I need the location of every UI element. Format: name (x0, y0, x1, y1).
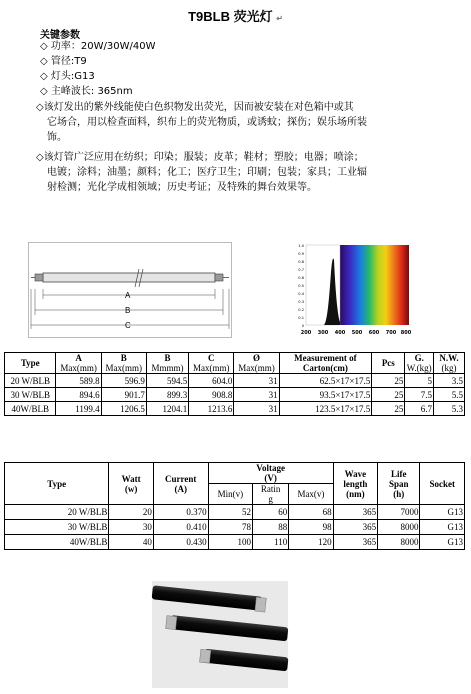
cell: 31 (234, 402, 279, 416)
col-header-c: C Max(mm) (189, 353, 234, 374)
cell: G13 (420, 520, 465, 535)
col-header-socket: Socket (420, 463, 465, 505)
dimension-label-b: B (125, 306, 131, 315)
col-header-max: Max(v) (289, 484, 333, 505)
cell: 40W/BLB (5, 402, 56, 416)
col-header-gw: G. W.(kg) (406, 353, 432, 373)
cell: 123.5×17×17.5 (279, 402, 372, 416)
cell: 1213.6 (189, 402, 234, 416)
col-header-type: Type (5, 463, 109, 505)
cell: 25 (372, 402, 405, 416)
col-header-carton: Measurement of Carton(cm) (279, 353, 372, 374)
cell: G13 (420, 505, 465, 520)
cell: 3.5 (434, 374, 465, 388)
section-heading: 关键参数 (40, 30, 80, 41)
y-tick-label: 0.3 (298, 300, 304, 304)
cell: 1206.5 (101, 402, 146, 416)
cell: 31 (234, 374, 279, 388)
cell: 8000 (378, 535, 420, 550)
col-header-wavelength: Wave length (nm) (333, 463, 377, 505)
y-tick-label: 0.9 (298, 252, 304, 256)
col-header-life-span: Life Span (h) (378, 463, 420, 505)
col-header-diameter: Ø Max(mm) (234, 353, 279, 374)
table-row (5, 505, 465, 520)
tube-diagram-svg (29, 243, 231, 337)
cell: 365 (333, 520, 377, 535)
tube-dimension-diagram (28, 242, 232, 338)
cell: 30 W/BLB (5, 520, 109, 535)
tube-cap-right (215, 274, 223, 281)
cell: 7.5 (405, 388, 434, 402)
spectrum-svg (292, 242, 412, 337)
cell: 7000 (378, 505, 420, 520)
x-tick-label: 800 (400, 330, 412, 336)
dimensions-table (4, 352, 465, 416)
cell: 594.5 (146, 374, 188, 388)
y-tick-label: 0.1 (298, 316, 304, 320)
col-header-b-min: B Mmmm) (146, 353, 188, 374)
cell: 25 (372, 388, 405, 402)
spec-item: ◇ 功率：20W/30W/40W (40, 41, 156, 52)
cell: G13 (420, 535, 465, 550)
cell: 30 W/BLB (5, 388, 56, 402)
spec-item: ◇ 灯头:G13 (40, 71, 95, 82)
tube-cap-left (35, 274, 43, 281)
tube-body (43, 273, 215, 282)
y-tick-label: 0.6 (298, 276, 304, 280)
cell: 1204.1 (146, 402, 188, 416)
cell: 93.5×17×17.5 (279, 388, 372, 402)
cell: 20 (109, 505, 153, 520)
y-tick-label: 0.8 (298, 260, 304, 264)
cell: 589.8 (56, 374, 101, 388)
x-tick-label: 600 (368, 330, 380, 336)
col-header-watt: Watt (w) (109, 463, 153, 505)
cell: 5 (405, 374, 434, 388)
y-tick-label: 0.5 (298, 284, 304, 288)
col-header-type: Type (5, 353, 56, 374)
product-photo (152, 581, 288, 688)
table-header-row (5, 353, 465, 374)
cell: 98 (289, 520, 333, 535)
cell: 604.0 (189, 374, 234, 388)
cell: 30 (109, 520, 153, 535)
cell: 365 (333, 505, 377, 520)
cell: 110 (253, 535, 289, 550)
x-tick-label: 200 (300, 330, 312, 336)
y-tick-label: 1.0 (298, 244, 304, 248)
y-tick-label: 0.7 (298, 268, 304, 272)
cell: 52 (208, 505, 252, 520)
cell: 78 (208, 520, 252, 535)
col-header-nw: N.W. (kg) (434, 353, 465, 374)
col-header-current: Current (A) (153, 463, 208, 505)
col-header-min: Min(v) (208, 484, 252, 505)
dimension-label-a: A (125, 291, 131, 300)
cell: 899.3 (146, 388, 188, 402)
cell: 5.5 (434, 388, 465, 402)
cell: 20 W/BLB (5, 374, 56, 388)
cell: 0.430 (153, 535, 208, 550)
table-row (5, 535, 465, 550)
col-header-a: A Max(mm) (56, 353, 101, 374)
cell: 40 (109, 535, 153, 550)
cell: 901.7 (101, 388, 146, 402)
y-tick-label: 0.2 (298, 308, 304, 312)
table-row (5, 520, 465, 535)
col-header-voltage: Voltage (V) (208, 463, 333, 484)
electrical-specs-table (4, 462, 465, 550)
cell: 100 (208, 535, 252, 550)
cell: 60 (253, 505, 289, 520)
x-tick-label: 500 (351, 330, 363, 336)
y-tick-label: 0.4 (298, 292, 304, 296)
cell: 365 (333, 535, 377, 550)
cell: 5.3 (434, 402, 465, 416)
table-header-row (5, 463, 465, 484)
cell: 120 (289, 535, 333, 550)
cell: 25 (372, 374, 405, 388)
cell: 6.7 (405, 402, 434, 416)
x-tick-label: 400 (334, 330, 346, 336)
cell: 62.5×17×17.5 (279, 374, 372, 388)
cell: 0.410 (153, 520, 208, 535)
cell: 894.6 (56, 388, 101, 402)
cell: 31 (234, 388, 279, 402)
cell: 68 (289, 505, 333, 520)
table-row (5, 374, 465, 388)
description-paragraph-1: ◇该灯发出的紫外线能使白色织物发出荧光，因而被安装在对色箱中或其 它场合，用以检查面料，织布上的荧光物质，或诱蚊；探伤；娱乐场所装 饰。 (36, 102, 367, 143)
cell: 908.8 (189, 388, 234, 402)
cell: 20 W/BLB (5, 505, 109, 520)
col-header-b-max: B Max(mm) (101, 353, 146, 374)
page-title: T9BLB 荧光灯 ↵ (188, 9, 283, 24)
cell: 40W/BLB (5, 535, 109, 550)
spec-item: ◇ 管径:T9 (40, 56, 87, 67)
cell: 88 (253, 520, 289, 535)
cell: 1199.4 (56, 402, 101, 416)
description-paragraph-2: ◇该灯管广泛应用在纺织；印染；服装；皮革；鞋材；塑胶；电器；喷涂； 电镀；涂料；油墨；颜料；化工；医疗卫生；印刷；包装；家具；工业辐 射检测；光化学成相领域；历史考证；及特殊的舞台效果等。 (36, 152, 367, 193)
col-header-rating: Ratin g (253, 484, 289, 505)
dimension-label-c: C (125, 321, 131, 330)
cell: 0.370 (153, 505, 208, 520)
visible-spectrum-band (340, 245, 409, 325)
x-tick-label: 700 (385, 330, 397, 336)
emission-spectrum-image (292, 242, 412, 337)
cell: 596.9 (101, 374, 146, 388)
col-header-pcs: Pcs (372, 353, 405, 374)
table-row (5, 388, 465, 402)
x-tick-label: 300 (317, 330, 329, 336)
table-row (5, 402, 465, 416)
tube-photo-svg (152, 581, 288, 688)
y-tick-label: 0 (301, 324, 304, 328)
spec-item: ◇ 主峰波长: 365nm (40, 86, 133, 97)
cell: 8000 (378, 520, 420, 535)
